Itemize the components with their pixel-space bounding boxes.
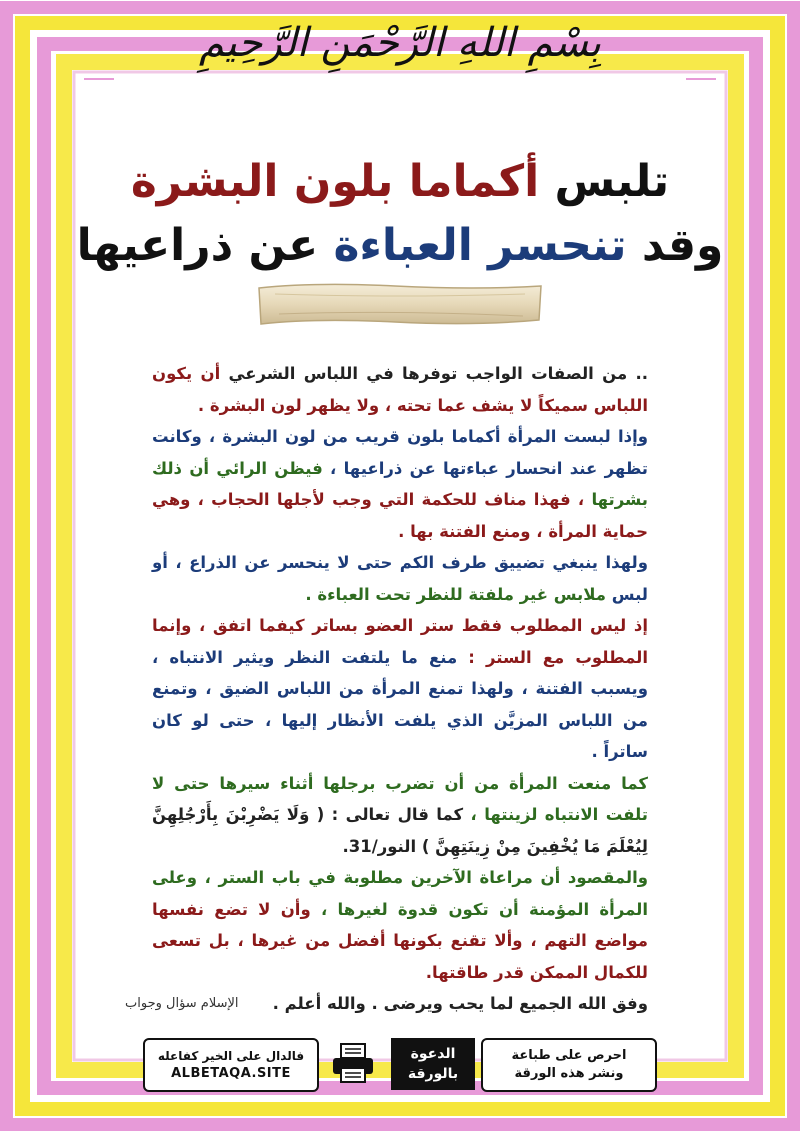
text-run: فيظن الرائي أن ذلك بشرتها bbox=[152, 458, 648, 509]
paragraph bbox=[152, 610, 648, 768]
footer-print-line: احرص على طباعة bbox=[511, 1048, 627, 1063]
sleeve-image bbox=[255, 280, 545, 330]
footer-slogan: فالدال على الخير كفاعله bbox=[157, 1049, 305, 1063]
text-run: كما قال تعالى : ( وَلَا يَضْرِبْنَ بِأَرْجُلِهِنَّ لِيُعْلَمَ مَا يُخْفِينَ مِنْ زِينَتِهِنَّ ) النور/31. bbox=[152, 805, 648, 856]
text-run: وأن لا تضع نفسها مواضع التهم ، وألا تقنع بكونها أفضل من غيرها ، بل تسعى للكمال الممكن قدر طاقتها. bbox=[152, 899, 648, 982]
text-run: إذ ليس المطلوب فقط ستر العضو بساتر كيفما اتفق ، وإنما المطلوب مع الستر : bbox=[152, 616, 648, 667]
site-link[interactable]: ALBETAQA.SITE bbox=[171, 1066, 291, 1081]
text-run: ، فهذا مناف للحكمة التي وجب لأجلها الحجاب ، وهي حماية المرأة ، ومنع الفتنة بها . bbox=[152, 490, 648, 541]
source-credit: الإسلام سؤال وجواب bbox=[125, 996, 239, 1011]
footer-site-box[interactable] bbox=[143, 1038, 319, 1092]
footer-print-box bbox=[481, 1038, 657, 1092]
logo-line: بالورقة bbox=[407, 1066, 459, 1082]
article-body bbox=[152, 358, 648, 1020]
title-part: وقد bbox=[626, 220, 724, 271]
text-run: ملابس غير ملفتة للنظر تحت العباءة . bbox=[305, 584, 606, 604]
title-part: عن ذراعيها bbox=[76, 220, 334, 271]
paragraph bbox=[152, 862, 648, 988]
text-run: منع ما يلتفت النظر ويثير الانتباه ، ويسبب الفتنة ، ولهذا تمنع المرأة من اللباس الضيق ، وتمنع من اللباس المزيَّن الذي يلفت الأنظار إليها ، حتى لو كان ساتراً . bbox=[152, 647, 648, 761]
paragraph bbox=[152, 358, 648, 421]
title-line-1 bbox=[0, 150, 800, 214]
printer-icon bbox=[329, 1042, 377, 1086]
text-run: .. من الصفات الواجب توفرها في اللباس الشرعي bbox=[220, 364, 648, 383]
footer-bar bbox=[143, 1038, 657, 1090]
logo-line: الدعوة bbox=[410, 1046, 456, 1062]
bismillah-calligraphy: بِسْمِ اللهِ الرَّحْمَنِ الرَّحِيمِ bbox=[198, 20, 602, 66]
title-part: بلون البشرة bbox=[130, 156, 409, 207]
title-line-2 bbox=[0, 214, 800, 278]
text-run: وفق الله الجميع لما يحب ويرضى . والله أعلم . bbox=[272, 994, 648, 1013]
text-run: كما منعت المرأة من أن تضرب برجلها أثناء سيرها حتى لا تلفت الانتباه لزينتها ، bbox=[152, 773, 648, 824]
dawa-logo bbox=[391, 1038, 475, 1090]
paragraph bbox=[152, 547, 648, 610]
text-run: ولهذا ينبغي تضييق طرف الكم حتى لا ينحسر عن الذراع ، أو لبس bbox=[152, 553, 648, 604]
footer-print-line: ونشر هذه الورقة bbox=[514, 1066, 624, 1081]
paragraph bbox=[152, 421, 648, 547]
title-highlight: أكماما bbox=[408, 156, 540, 207]
paragraph bbox=[152, 768, 648, 863]
text-run: وإذا لبست المرأة أكماما بلون قريب من لون البشرة ، وكانت تظهر عند انحسار عباءتها عن ذراعيها ، bbox=[152, 427, 648, 478]
title-highlight: تنحسر العباءة bbox=[333, 220, 627, 271]
page-title bbox=[0, 150, 800, 278]
text-run: والمقصود أن مراعاة الآخرين مطلوبة في باب الستر ، وعلى المرأة المؤمنة أن تكون قدوة لغيرها ، bbox=[152, 868, 648, 919]
title-part: تلبس bbox=[539, 156, 670, 207]
text-run: أن يكون اللباس سميكاً لا يشف عما تحته ، ولا يظهر لون البشرة . bbox=[152, 364, 648, 415]
